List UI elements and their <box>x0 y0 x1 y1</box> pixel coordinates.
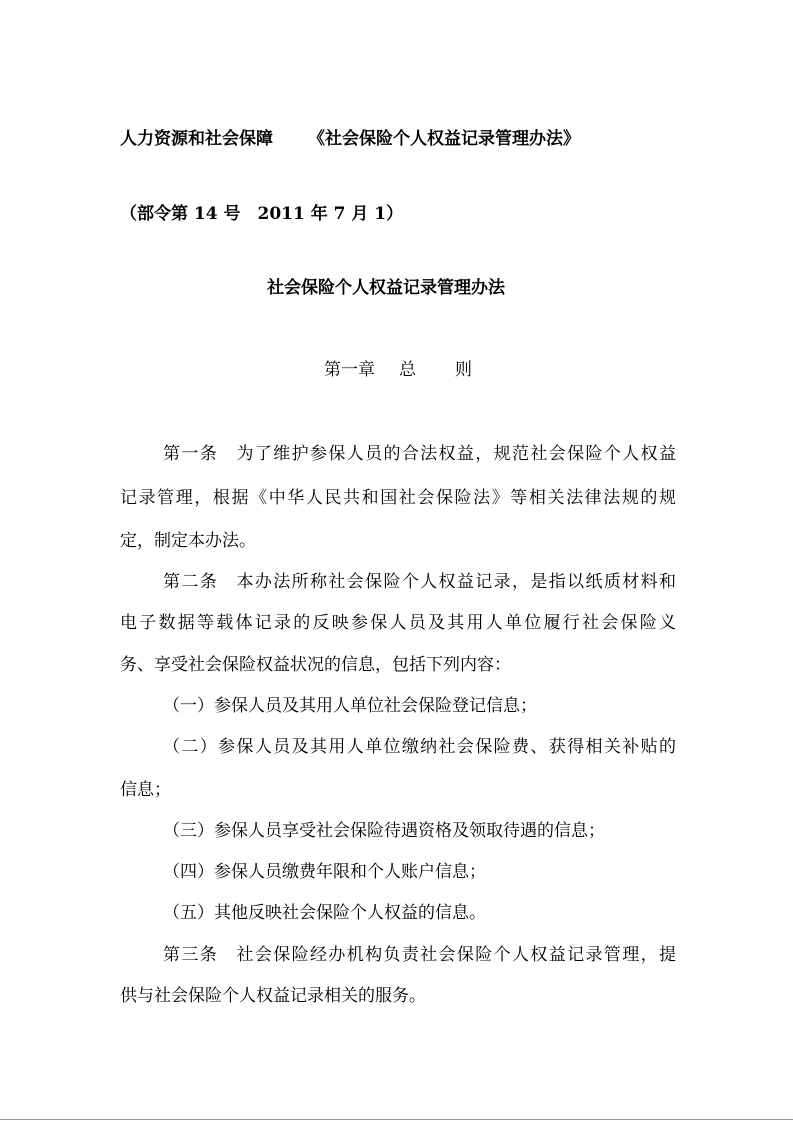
article-2-item-2-line-1: （二）参保人员及其用人单位缴纳社会保险费、获得相关补贴的 <box>163 737 676 757</box>
chapter-name-part-2: 则 <box>455 360 472 380</box>
article-3-line-1: 第三条 社会保险经办机构负责社会保险个人权益记录管理，提 <box>163 945 676 965</box>
header-doc-title: 《社会保险个人权益记录管理办法》 <box>308 129 580 149</box>
article-3-line-2: 供与社会保险个人权益记录相关的服务。 <box>120 986 426 1006</box>
article-1-line-2: 记录管理，根据《中华人民共和国社会保险法》等相关法律法规的规 <box>120 488 676 508</box>
header-publisher: 人力资源和社会保障 <box>120 129 273 149</box>
article-2-line-3: 务、享受社会保险权益状况的信息，包括下列内容： <box>120 655 511 675</box>
document-title: 社会保险个人权益记录管理办法 <box>267 278 505 298</box>
article-2-item-1: （一）参保人员及其用人单位社会保险登记信息； <box>163 696 537 716</box>
decree-line: （部令第 14 号 2011 年 7 月 1） <box>120 204 404 224</box>
article-1-line-1: 第一条 为了维护参保人员的合法权益，规范社会保险个人权益 <box>163 444 676 464</box>
article-2-line-1: 第二条 本办法所称社会保险个人权益记录，是指以纸质材料和 <box>163 572 676 592</box>
article-2-item-4: （四）参保人员缴费年限和个人账户信息； <box>163 862 486 882</box>
article-2-item-2-line-2: 信息； <box>120 780 171 800</box>
page-bottom-rule <box>0 1119 793 1120</box>
article-2-item-3: （三）参保人员享受社会保险待遇资格及领取待遇的信息； <box>163 821 605 841</box>
chapter-label: 第一章 <box>324 360 375 380</box>
article-2-line-2: 电子数据等载体记录的反映参保人员及其用人单位履行社会保险义 <box>120 613 676 633</box>
article-2-item-5: （五）其他反映社会保险个人权益的信息。 <box>163 903 486 923</box>
chapter-name-part-1: 总 <box>399 360 416 380</box>
article-1-line-3: 定，制定本办法。 <box>120 531 256 551</box>
